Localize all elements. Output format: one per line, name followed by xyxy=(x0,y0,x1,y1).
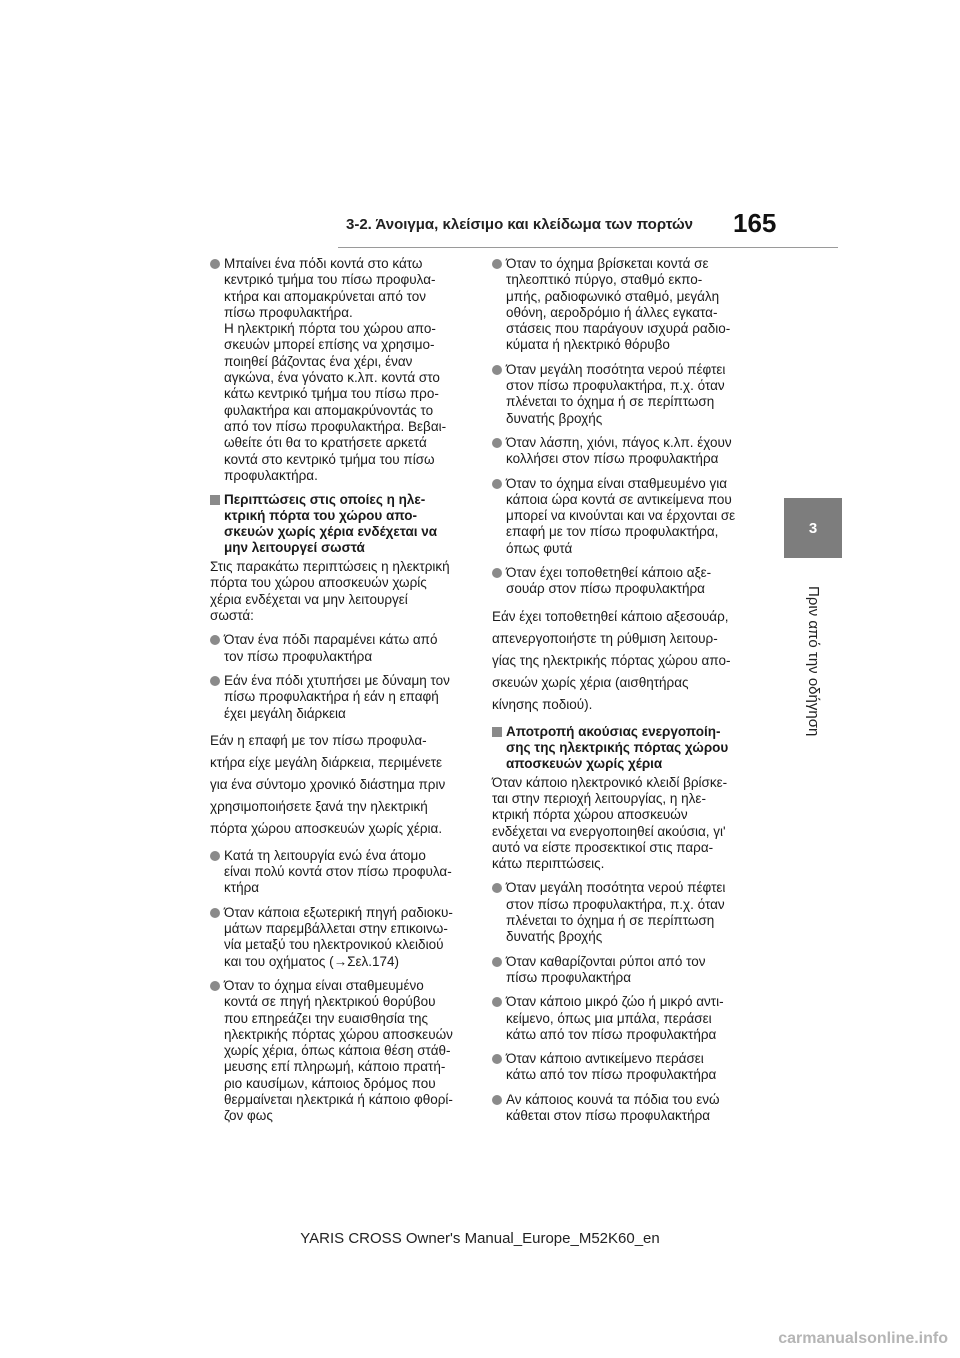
list-item: Όταν λάσπη, χιόνι, πάγος κ.λπ. έχουν κολλήσει στον πίσω προφυλακτήρα xyxy=(492,435,760,468)
bullet-icon xyxy=(492,365,502,375)
list-item: Μπαίνει ένα πόδι κοντά στο κάτω κεντρικό τμήμα του πίσω προφυλα- κτήρα και απομακρύνεται από τον πίσω προφυλακτήρα. Η ηλεκτρική πόρτα του χώρου απο- σκευών μπορεί επίσης να χρησιμο- ποιηθεί βάζοντας ένα χέρι, έναν αγκώνα, ένα γόνατο κ.λπ. κοντά στο κάτω κεντρικό τμήμα του πίσω προ- φυλακτήρα και απομακρύνοντάς το από τον πίσω προφυλακτήρα. Βεβαι- ωθείτε ότι θα το κρατήσετε αρκετά κοντά στο κεντρικό τμήμα του πίσω προφυλακτήρα. xyxy=(210,256,478,484)
section-heading: Αποτροπή ακούσιας ενεργοποίη- σης της ηλεκτρικής πόρτας χώρου αποσκευών χωρίς χέρια xyxy=(492,724,760,772)
list-item: Όταν μεγάλη ποσότητα νερού πέφτει στον πίσω προφυλακτήρα, π.χ. όταν πλένεται το όχημα ή σε περίπτωση δυνατής βροχής xyxy=(492,880,760,945)
watermark: carmanualsonline.info xyxy=(778,1330,948,1347)
bullet-icon xyxy=(492,259,502,269)
left-column xyxy=(210,256,478,1133)
list-item: Όταν κάποια εξωτερική πηγή ραδιοκυ- μάτων παρεμβάλλεται στην επικοινω- νία μεταξύ του ηλεκτρονικού κλειδιού και του οχήματος (→Σελ.174) xyxy=(210,905,478,970)
header-divider xyxy=(338,247,838,248)
bullet-icon xyxy=(210,908,220,918)
bullet-icon xyxy=(492,957,502,967)
section-heading: Περιπτώσεις στις οποίες η ηλε- κτρική πόρτα του χώρου απο- σκευών χωρίς χέρια ενδέχεται να μην λειτουργεί σωστά xyxy=(210,492,478,556)
list-item: Εάν ένα πόδι χτυπήσει με δύναμη τον πίσω προφυλακτήρα ή εάν η επαφή έχει μεγάλη διάρκεια xyxy=(210,673,478,722)
paragraph: Όταν κάποιο ηλεκτρονικό κλειδί βρίσκε- ται στην περιοχή λειτουργίας, η ηλε- κτρική πόρτα χώρου αποσκευών ενδέχεται να ενεργοποιηθεί ακούσια, γι' αυτό να είστε προσεκτικοί στις παρα- κάτω περιπτώσεις. xyxy=(492,774,728,872)
right-column xyxy=(492,256,760,1132)
list-item: Όταν κάποιο αντικείμενο περάσει κάτω από τον πίσω προφυλακτήρα xyxy=(492,1051,760,1084)
list-item: Κατά τη λειτουργία ενώ ένα άτομο είναι πολύ κοντά στον πίσω προφυλα- κτήρα xyxy=(210,848,478,897)
bullet-icon xyxy=(492,883,502,893)
list-item: Αν κάποιος κουνά τα πόδια του ενώ κάθεται στον πίσω προφυλακτήρα xyxy=(492,1092,760,1125)
bullet-icon xyxy=(492,1095,502,1105)
list-item: Όταν κάποιο μικρό ζώο ή μικρό αντι- κείμενο, όπως μια μπάλα, περάσει κάτω από τον πίσω προφυλακτήρα xyxy=(492,994,760,1043)
chapter-tab: 3 xyxy=(784,498,842,558)
bullet-icon xyxy=(492,1054,502,1064)
paragraph: Εάν έχει τοποθετηθεί κάποιο αξεσουάρ, απενεργοποιήστε τη ρύθμιση λειτουρ- γίας της ηλεκτρικής πόρτας χώρου απο- σκευών χωρίς χέρια (αισθητήρας κίνησης ποδιού). xyxy=(492,608,731,712)
chapter-label: Πριν από την οδήγηση xyxy=(805,585,822,737)
bullet-icon xyxy=(210,851,220,861)
bullet-icon xyxy=(210,981,220,991)
paragraph: Εάν η επαφή με τον πίσω προφυλα- κτήρα είχε μεγάλη διάρκεια, περιμένετε για ένα σύντομο χρονικό διάστημα πριν χρησιμοποιήσετε ξανά την ηλεκτρική πόρτα χώρου αποσκευών χωρίς χέρια. xyxy=(210,732,446,836)
paragraph: Στις παρακάτω περιπτώσεις η ηλεκτρική πόρτα του χώρου αποσκευών χωρίς χέρια ενδέχεται να μην λειτουργεί σωστά: xyxy=(210,559,450,624)
square-icon xyxy=(492,727,502,737)
section-header: 3-2. Άνοιγμα, κλείσιμο και κλείδωμα των πορτών xyxy=(346,216,693,233)
bullet-icon xyxy=(492,479,502,489)
square-icon xyxy=(210,495,220,505)
list-item: Όταν μεγάλη ποσότητα νερού πέφτει στον πίσω προφυλακτήρα, π.χ. όταν πλένεται το όχημα ή σε περίπτωση δυνατής βροχής xyxy=(492,362,760,427)
footer-text: YARIS CROSS Owner's Manual_Europe_M52K60_en xyxy=(300,1230,660,1247)
bullet-icon xyxy=(210,676,220,686)
bullet-icon xyxy=(210,635,220,645)
list-item: Όταν ένα πόδι παραμένει κάτω από τον πίσω προφυλακτήρα xyxy=(210,632,478,665)
bullet-icon xyxy=(492,568,502,578)
bullet-icon xyxy=(210,259,220,269)
list-item: Όταν το όχημα είναι σταθμευμένο κοντά σε πηγή ηλεκτρικού θορύβου που επηρεάζει την ευαισθησία της ηλεκτρικής πόρτας χώρου αποσκευών χωρίς χέρια, όπως κάποια θέση στάθ- μευσης επί πληρωμή, κάποιο πρατή- ριο καυσίμων, κάποιος δρόμος που θερμαίνεται ηλεκτρικά ή κάποιο φθορί- ζον φως xyxy=(210,978,478,1125)
list-item: Όταν έχει τοποθετηθεί κάποιο αξε- σουάρ στον πίσω προφυλακτήρα xyxy=(492,565,760,598)
bullet-icon xyxy=(492,997,502,1007)
page-number: 165 xyxy=(733,208,777,238)
list-item: Όταν το όχημα βρίσκεται κοντά σε τηλεοπτικό πύργο, σταθμό εκπο- μπής, ραδιοφωνικό σταθμό, μεγάλη οθόνη, αεροδρόμιο ή άλλες εγκατα- στάσεις που παράγουν ισχυρά ραδιο- κύματα ή ηλεκτρικό θόρυβο xyxy=(492,256,760,354)
bullet-icon xyxy=(492,438,502,448)
list-item: Όταν καθαρίζονται ρύποι από τον πίσω προφυλακτήρα xyxy=(492,954,760,987)
list-item: Όταν το όχημα είναι σταθμευμένο για κάποια ώρα κοντά σε αντικείμενα που μπορεί να κινούνται και να έρχονται σε επαφή με τον πίσω προφυλακτήρα, όπως φυτά xyxy=(492,476,760,557)
